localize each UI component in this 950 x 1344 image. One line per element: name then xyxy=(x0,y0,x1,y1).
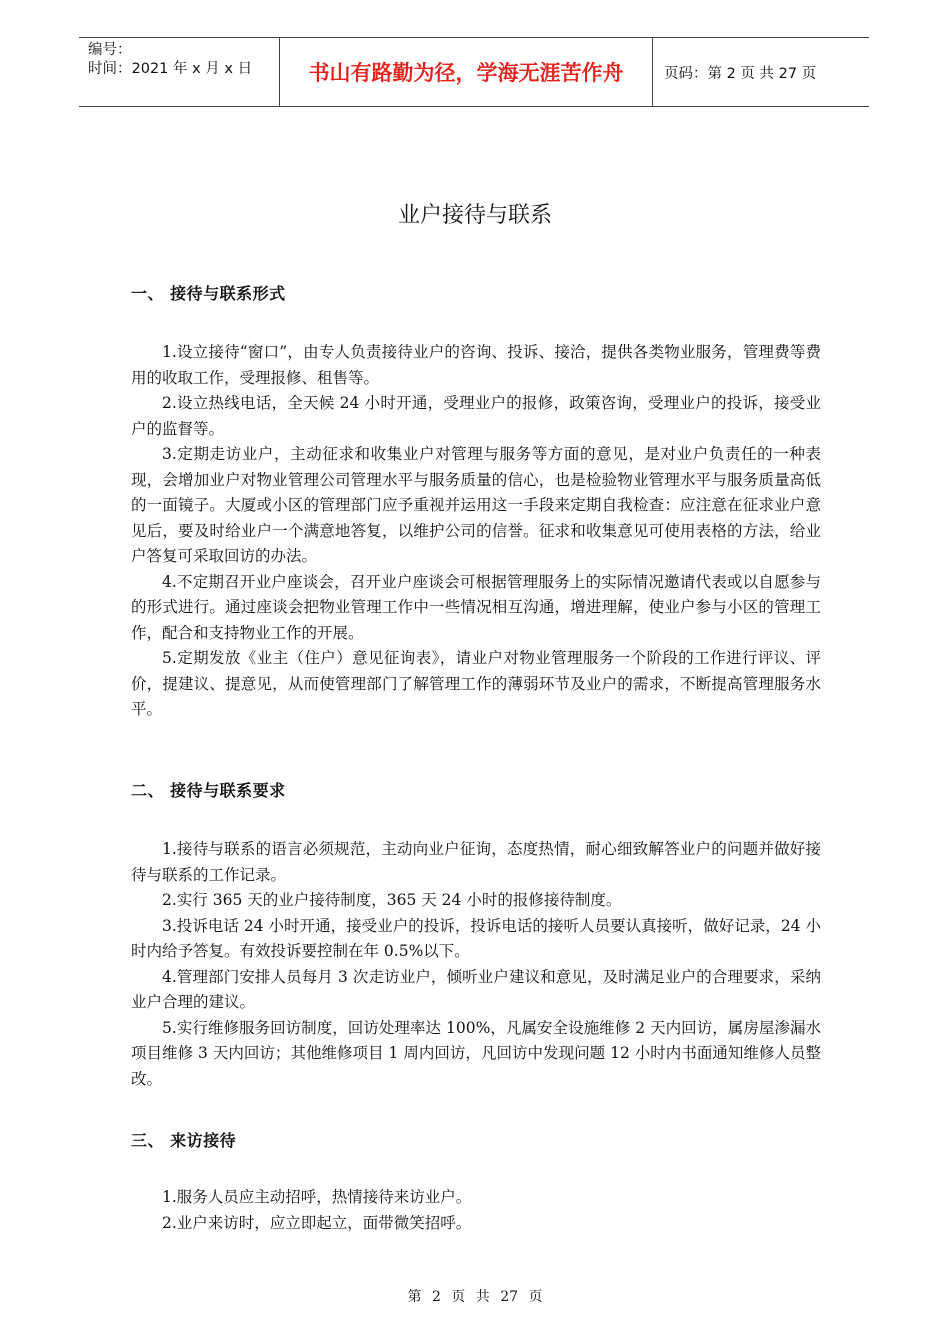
paragraph: 3.投诉电话 24 小时开通，接受业户的投诉，投诉电话的接听人员要认真接听，做好记录，24 小时内给予答复。有效投诉要控制在年 0.5%以下。 xyxy=(131,916,821,960)
header-page-info: 页码：第 2 页 共 27 页 xyxy=(664,65,817,82)
section-heading-3: 三、 来访接待 xyxy=(131,1131,237,1150)
paragraph: 5.实行维修服务回访制度，回访处理率达 100%，凡属安全设施维修 2 天内回访，属房屋渗漏水项目维修 3 天内回访；其他维修项目 1 周内回访，凡回访中发现问题 12 小时内书面通知维修人员整改。 xyxy=(131,1018,821,1088)
section-body-1 xyxy=(131,340,821,723)
paragraph: 2.设立热线电话，全天候 24 小时开通，受理业户的报修，政策咨询，受理业户的投诉，接受业户的监督等。 xyxy=(131,394,821,438)
paragraph: 1.接待与联系的语言必须规范，主动向业户征询，态度热情，耐心细致解答业户的问题并做好接待与联系的工作记录。 xyxy=(131,840,821,884)
page-footer: 第 2 页 共 27 页 xyxy=(407,1289,543,1305)
paragraph: 3.定期走访业户，主动征求和收集业户对管理与服务等方面的意见，是对业户负责任的一种表现，会增加业户对物业管理公司管理水平与服务质量的信心，也是检验物业管理水平与服务质量高低的一面镜子。大厦或小区的管理部门应予重视并运用这一手段来定期自我检查：应注意在征求业户意见后，要及时给业户一个满意地答复，以维护公司的信誉。征求和收集意见可使用表格的方法，给业户答复可采取回访的办法。 xyxy=(131,445,821,565)
paragraph: 5.定期发放《业主（住户）意见征询表》，请业户对物业管理服务一个阶段的工作进行评议、评价，提建议、提意见，从而使管理部门了解管理工作的薄弱环节及业户的需求，不断提高管理服务水平。 xyxy=(131,649,821,718)
time-label: 时间：2021 年 x 月 x 日 xyxy=(88,61,253,77)
paragraph: 1.服务人员应主动招呼，热情接待来访业户。 xyxy=(162,1188,472,1206)
page-header xyxy=(79,37,869,107)
section-heading-1: 一、 接待与联系形式 xyxy=(131,284,286,303)
section-body-3 xyxy=(131,1185,821,1236)
paragraph: 2.业户来访时，应立即起立，面带微笑招呼。 xyxy=(162,1213,472,1232)
header-meta xyxy=(79,38,280,106)
section-heading-2: 二、 接待与联系要求 xyxy=(131,781,286,800)
header-motto: 书山有路勤为径，学海无涯苦作舟 xyxy=(280,38,653,106)
number-label: 编号： xyxy=(88,42,132,58)
section-body-2 xyxy=(131,837,821,1092)
paragraph: 4.管理部门安排人员每月 3 次走访业户，倾听业户建议和意见，及时满足业户的合理要求，采纳业户合理的建议。 xyxy=(131,967,821,1011)
paragraph: 2.实行 365 天的业户接待制度，365 天 24 小时的报修接待制度。 xyxy=(162,891,622,909)
paragraph: 1.设立接待“窗口”，由专人负责接待业户的咨询、投诉、接洽，提供各类物业服务，管理费等费用的收取工作，受理报修、租售等。 xyxy=(131,343,821,387)
document-title: 业户接待与联系 xyxy=(397,203,552,228)
paragraph: 4.不定期召开业户座谈会，召开业户座谈会可根据管理服务上的实际情况邀请代表或以自愿参与的形式进行。通过座谈会把物业管理工作中一些情况相互沟通，增进理解，使业户参与小区的管理工作，配合和支持物业工作的开展。 xyxy=(131,572,821,642)
